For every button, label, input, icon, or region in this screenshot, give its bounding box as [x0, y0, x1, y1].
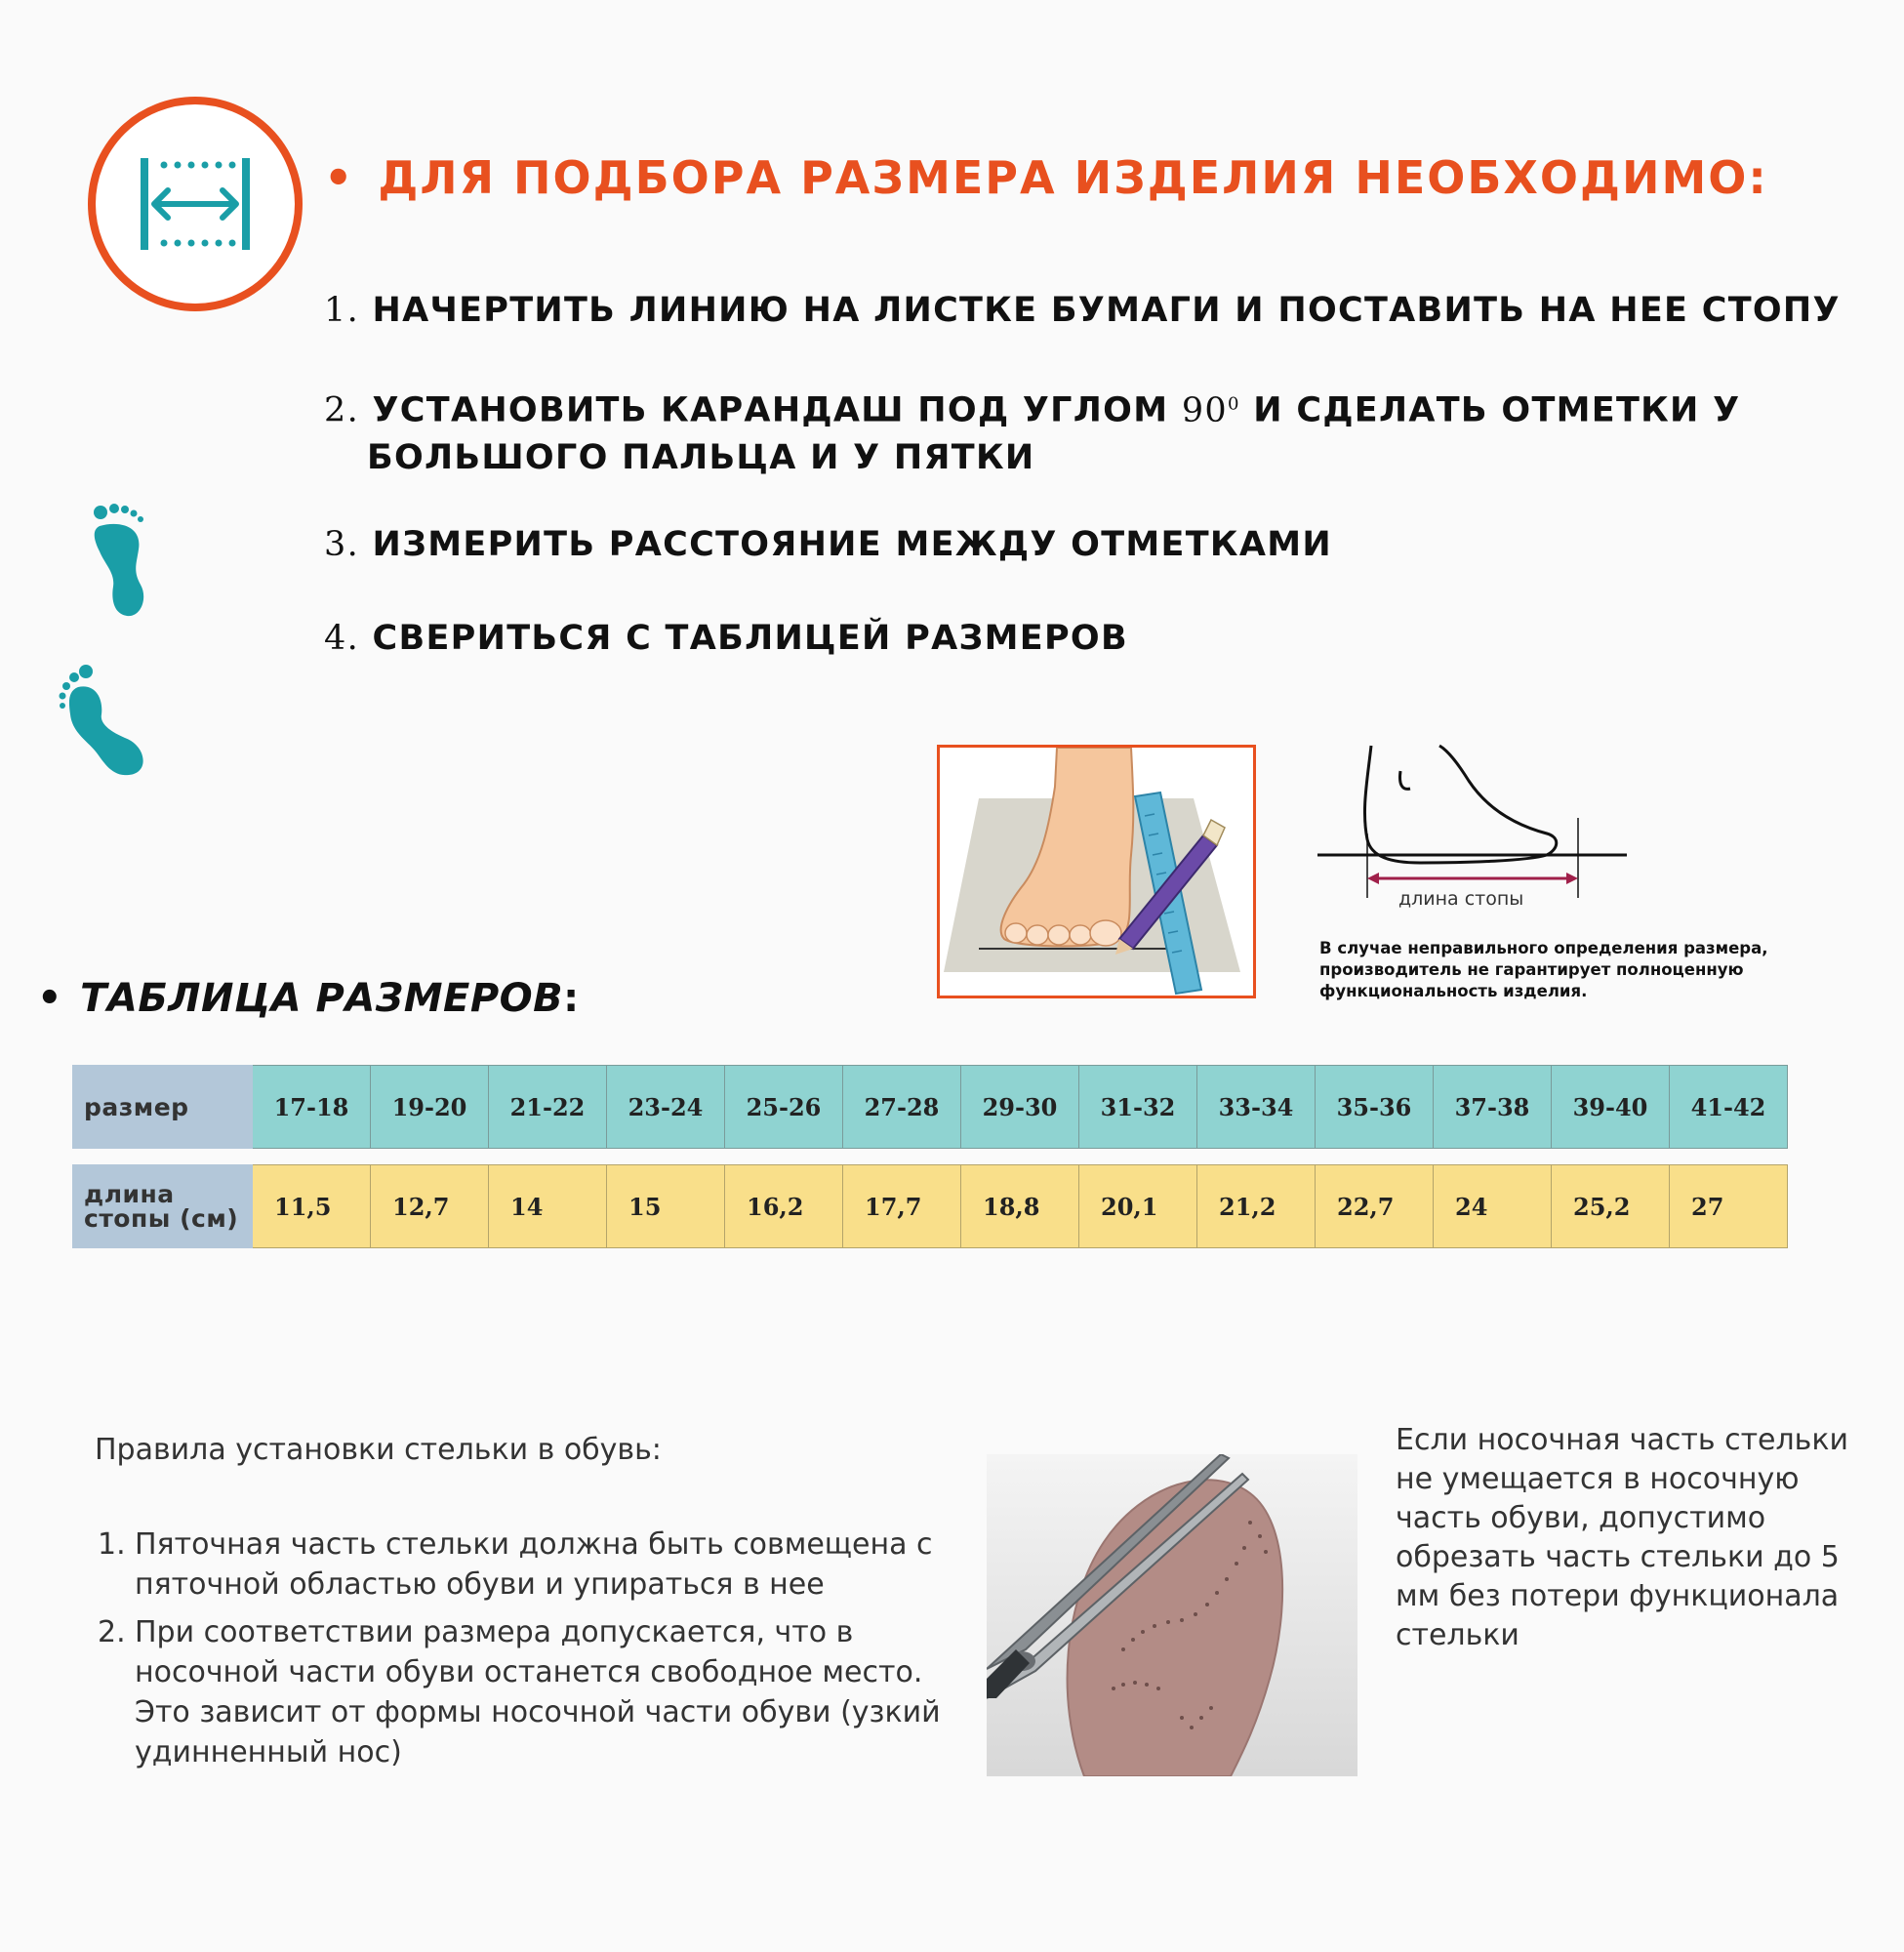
- size-cell: 21-22: [489, 1065, 607, 1149]
- step-text-b: И СДЕЛАТЬ ОТМЕТКИ У: [1253, 390, 1741, 430]
- length-cell: 25,2: [1552, 1164, 1670, 1248]
- size-cell: 31-32: [1079, 1065, 1197, 1149]
- size-cell: 29-30: [961, 1065, 1079, 1149]
- foot-length-label: длина стопы: [1398, 888, 1524, 910]
- table-row-lengths: [72, 1164, 1788, 1248]
- size-cell: 23-24: [607, 1065, 725, 1149]
- length-cell: 24: [1434, 1164, 1552, 1248]
- step-number: 3.: [324, 525, 359, 564]
- length-cell: 20,1: [1079, 1164, 1197, 1248]
- length-cell: 17,7: [843, 1164, 961, 1248]
- warning-note: В случае неправильного определения размера, производитель не гарантирует полноценную функциональность изделия.: [1319, 939, 1768, 1000]
- table-title-text: ТАБЛИЦА РАЗМЕРОВ: [80, 976, 564, 1021]
- step-text-a: УСТАНОВИТЬ КАРАНДАШ ПОД УГЛОМ: [372, 390, 1169, 430]
- step-2: [324, 381, 1740, 481]
- size-cell: 27-28: [843, 1065, 961, 1149]
- foot-ruler-pencil-image: [940, 748, 1253, 996]
- length-cell: 16,2: [725, 1164, 843, 1248]
- length-cell: 27: [1670, 1164, 1788, 1248]
- step-1: [324, 287, 1841, 334]
- length-header-cell: [72, 1164, 253, 1248]
- length-cell: 21,2: [1197, 1164, 1316, 1248]
- table-bullet: •: [37, 976, 63, 1021]
- footprint-icon: [90, 503, 166, 620]
- rule-number: 1.: [98, 1527, 126, 1562]
- measuring-illustration: [937, 745, 1256, 998]
- rule-item-1: [98, 1525, 956, 1605]
- page-title: [324, 151, 1768, 204]
- footprint-icon: [57, 664, 154, 779]
- size-cell: 19-20: [371, 1065, 489, 1149]
- length-cell: 18,8: [961, 1164, 1079, 1248]
- title-bullet: •: [324, 151, 355, 204]
- foot-length-diagram: [1313, 742, 1635, 913]
- rules-title: Правила установки стельки в обувь:: [95, 1433, 662, 1467]
- rule-text: Пяточная часть стельки должна быть совмещена с пяточной областью обуви и упираться в нее: [135, 1527, 933, 1602]
- step-number: 4.: [324, 619, 359, 658]
- size-cell: 33-34: [1197, 1065, 1316, 1149]
- step-text: НАЧЕРТИТЬ ЛИНИЮ НА ЛИСТКЕ БУМАГИ И ПОСТАВИТЬ НА НЕЕ СТОПУ: [372, 291, 1841, 330]
- step-number: 2.: [324, 390, 359, 430]
- rule-number: 2.: [98, 1615, 126, 1649]
- angle-degree: 0: [1227, 393, 1240, 414]
- length-cell: 11,5: [253, 1164, 371, 1248]
- length-header-line-1: длина: [84, 1180, 175, 1208]
- angle-value: [1182, 391, 1240, 430]
- rule-item-2: [98, 1612, 956, 1772]
- size-cell: 17-18: [253, 1065, 371, 1149]
- size-cell: 39-40: [1552, 1065, 1670, 1149]
- size-header-cell: размер: [72, 1065, 253, 1149]
- length-cell: 15: [607, 1164, 725, 1248]
- table-title-colon: :: [563, 976, 580, 1021]
- step-text: ИЗМЕРИТЬ РАССТОЯНИЕ МЕЖДУ ОТМЕТКАМИ: [372, 525, 1332, 564]
- step-3: [324, 521, 1332, 568]
- title-text: ДЛЯ ПОДБОРА РАЗМЕРА ИЗДЕЛИЯ НЕОБХОДИМО:: [378, 151, 1768, 204]
- step-text-c: БОЛЬШОГО ПАЛЬЦА И У ПЯТКИ: [367, 437, 1035, 477]
- trim-note: Если носочная часть стельки не умещается в носочную часть обуви, допустимо обрезать часть стельки до 5 мм без потери функционала стельки: [1396, 1423, 1848, 1652]
- rule-text: При соответствии размера допускается, что в носочной части обуви останется свободное место. Это зависит от формы носочной части обуви (узкий удинненный нос): [135, 1615, 941, 1769]
- insole-scissors-image: [987, 1454, 1357, 1776]
- length-header-line-2: стопы (см): [84, 1204, 239, 1233]
- size-cell: 25-26: [725, 1065, 843, 1149]
- angle-number: 90: [1181, 390, 1228, 430]
- size-cell: 37-38: [1434, 1065, 1552, 1149]
- length-cell: 22,7: [1316, 1164, 1434, 1248]
- table-title: [37, 976, 580, 1021]
- measure-width-icon: [86, 95, 304, 313]
- table-row-sizes: [72, 1065, 1788, 1149]
- length-cell: 14: [489, 1164, 607, 1248]
- step-text: СВЕРИТЬСЯ С ТАБЛИЦЕЙ РАЗМЕРОВ: [372, 619, 1128, 658]
- step-number: 1.: [324, 291, 359, 330]
- length-cell: 12,7: [371, 1164, 489, 1248]
- size-cell: 41-42: [1670, 1065, 1788, 1149]
- size-cell: 35-36: [1316, 1065, 1434, 1149]
- step-4: [324, 615, 1128, 662]
